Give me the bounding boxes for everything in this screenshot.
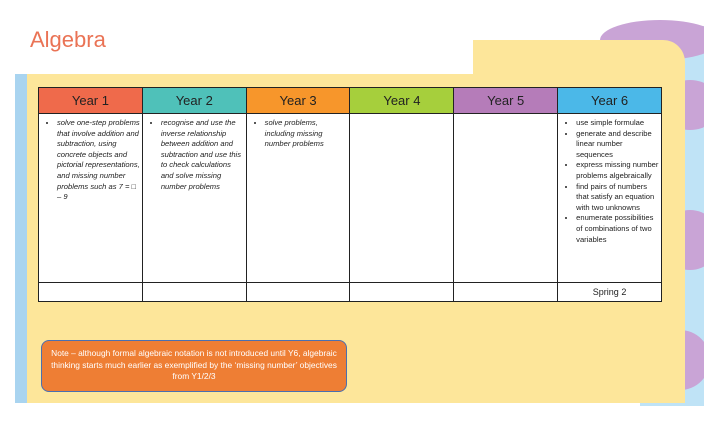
objective-item: • find pairs of numbers that satisfy an equation with two unknowns bbox=[576, 182, 659, 214]
header-year-6: Year 6 bbox=[558, 88, 662, 114]
objective-list bbox=[564, 118, 659, 245]
curriculum-table bbox=[38, 87, 662, 302]
objective-list bbox=[45, 118, 140, 203]
header-year-2: Year 2 bbox=[142, 88, 246, 114]
note-box: Note – although formal algebraic notation is not introduced until Y6, algebraic thinking starts much earlier as exemplified by the ‘missing number’ objectives from Y1/2/3 bbox=[41, 340, 347, 392]
objectives-year-4 bbox=[350, 114, 454, 283]
objectives-year-3 bbox=[246, 114, 350, 283]
objective-list bbox=[253, 118, 348, 150]
term-year-5 bbox=[454, 283, 558, 302]
header-year-3: Year 3 bbox=[246, 88, 350, 114]
objective-item: • solve one-step problems that involve addition and subtraction, using concrete objects and pictorial representations, and missing number problems such as 7 = □ – 9 bbox=[57, 118, 140, 203]
objective-item: • solve problems, including missing number problems bbox=[265, 118, 348, 150]
objectives-year-5 bbox=[454, 114, 558, 283]
objective-item: • generate and describe linear number sequences bbox=[576, 129, 659, 161]
page-title: Algebra bbox=[30, 27, 106, 52]
objective-item: • recognise and use the inverse relationship between addition and subtraction and use this to check calculations and solve missing number problems bbox=[161, 118, 244, 192]
header-year-4: Year 4 bbox=[350, 88, 454, 114]
term-year-4 bbox=[350, 283, 454, 302]
objective-item: • enumerate possibilities of combinations of two variables bbox=[576, 213, 659, 245]
objectives-year-2 bbox=[142, 114, 246, 283]
term-year-1 bbox=[39, 283, 143, 302]
term-year-3 bbox=[246, 283, 350, 302]
objectives-year-6 bbox=[558, 114, 662, 283]
objectives-row bbox=[39, 114, 662, 283]
objective-item: • use simple formulae bbox=[576, 118, 659, 129]
term-row bbox=[39, 283, 662, 302]
left-accent-strip bbox=[15, 74, 27, 403]
term-year-2 bbox=[142, 283, 246, 302]
table-header-row bbox=[39, 88, 662, 114]
objectives-year-1 bbox=[39, 114, 143, 283]
term-year-6: Spring 2 bbox=[558, 283, 662, 302]
objective-list bbox=[149, 118, 244, 192]
header-year-1: Year 1 bbox=[39, 88, 143, 114]
header-year-5: Year 5 bbox=[454, 88, 558, 114]
objective-item: • express missing number problems algebraically bbox=[576, 160, 659, 181]
